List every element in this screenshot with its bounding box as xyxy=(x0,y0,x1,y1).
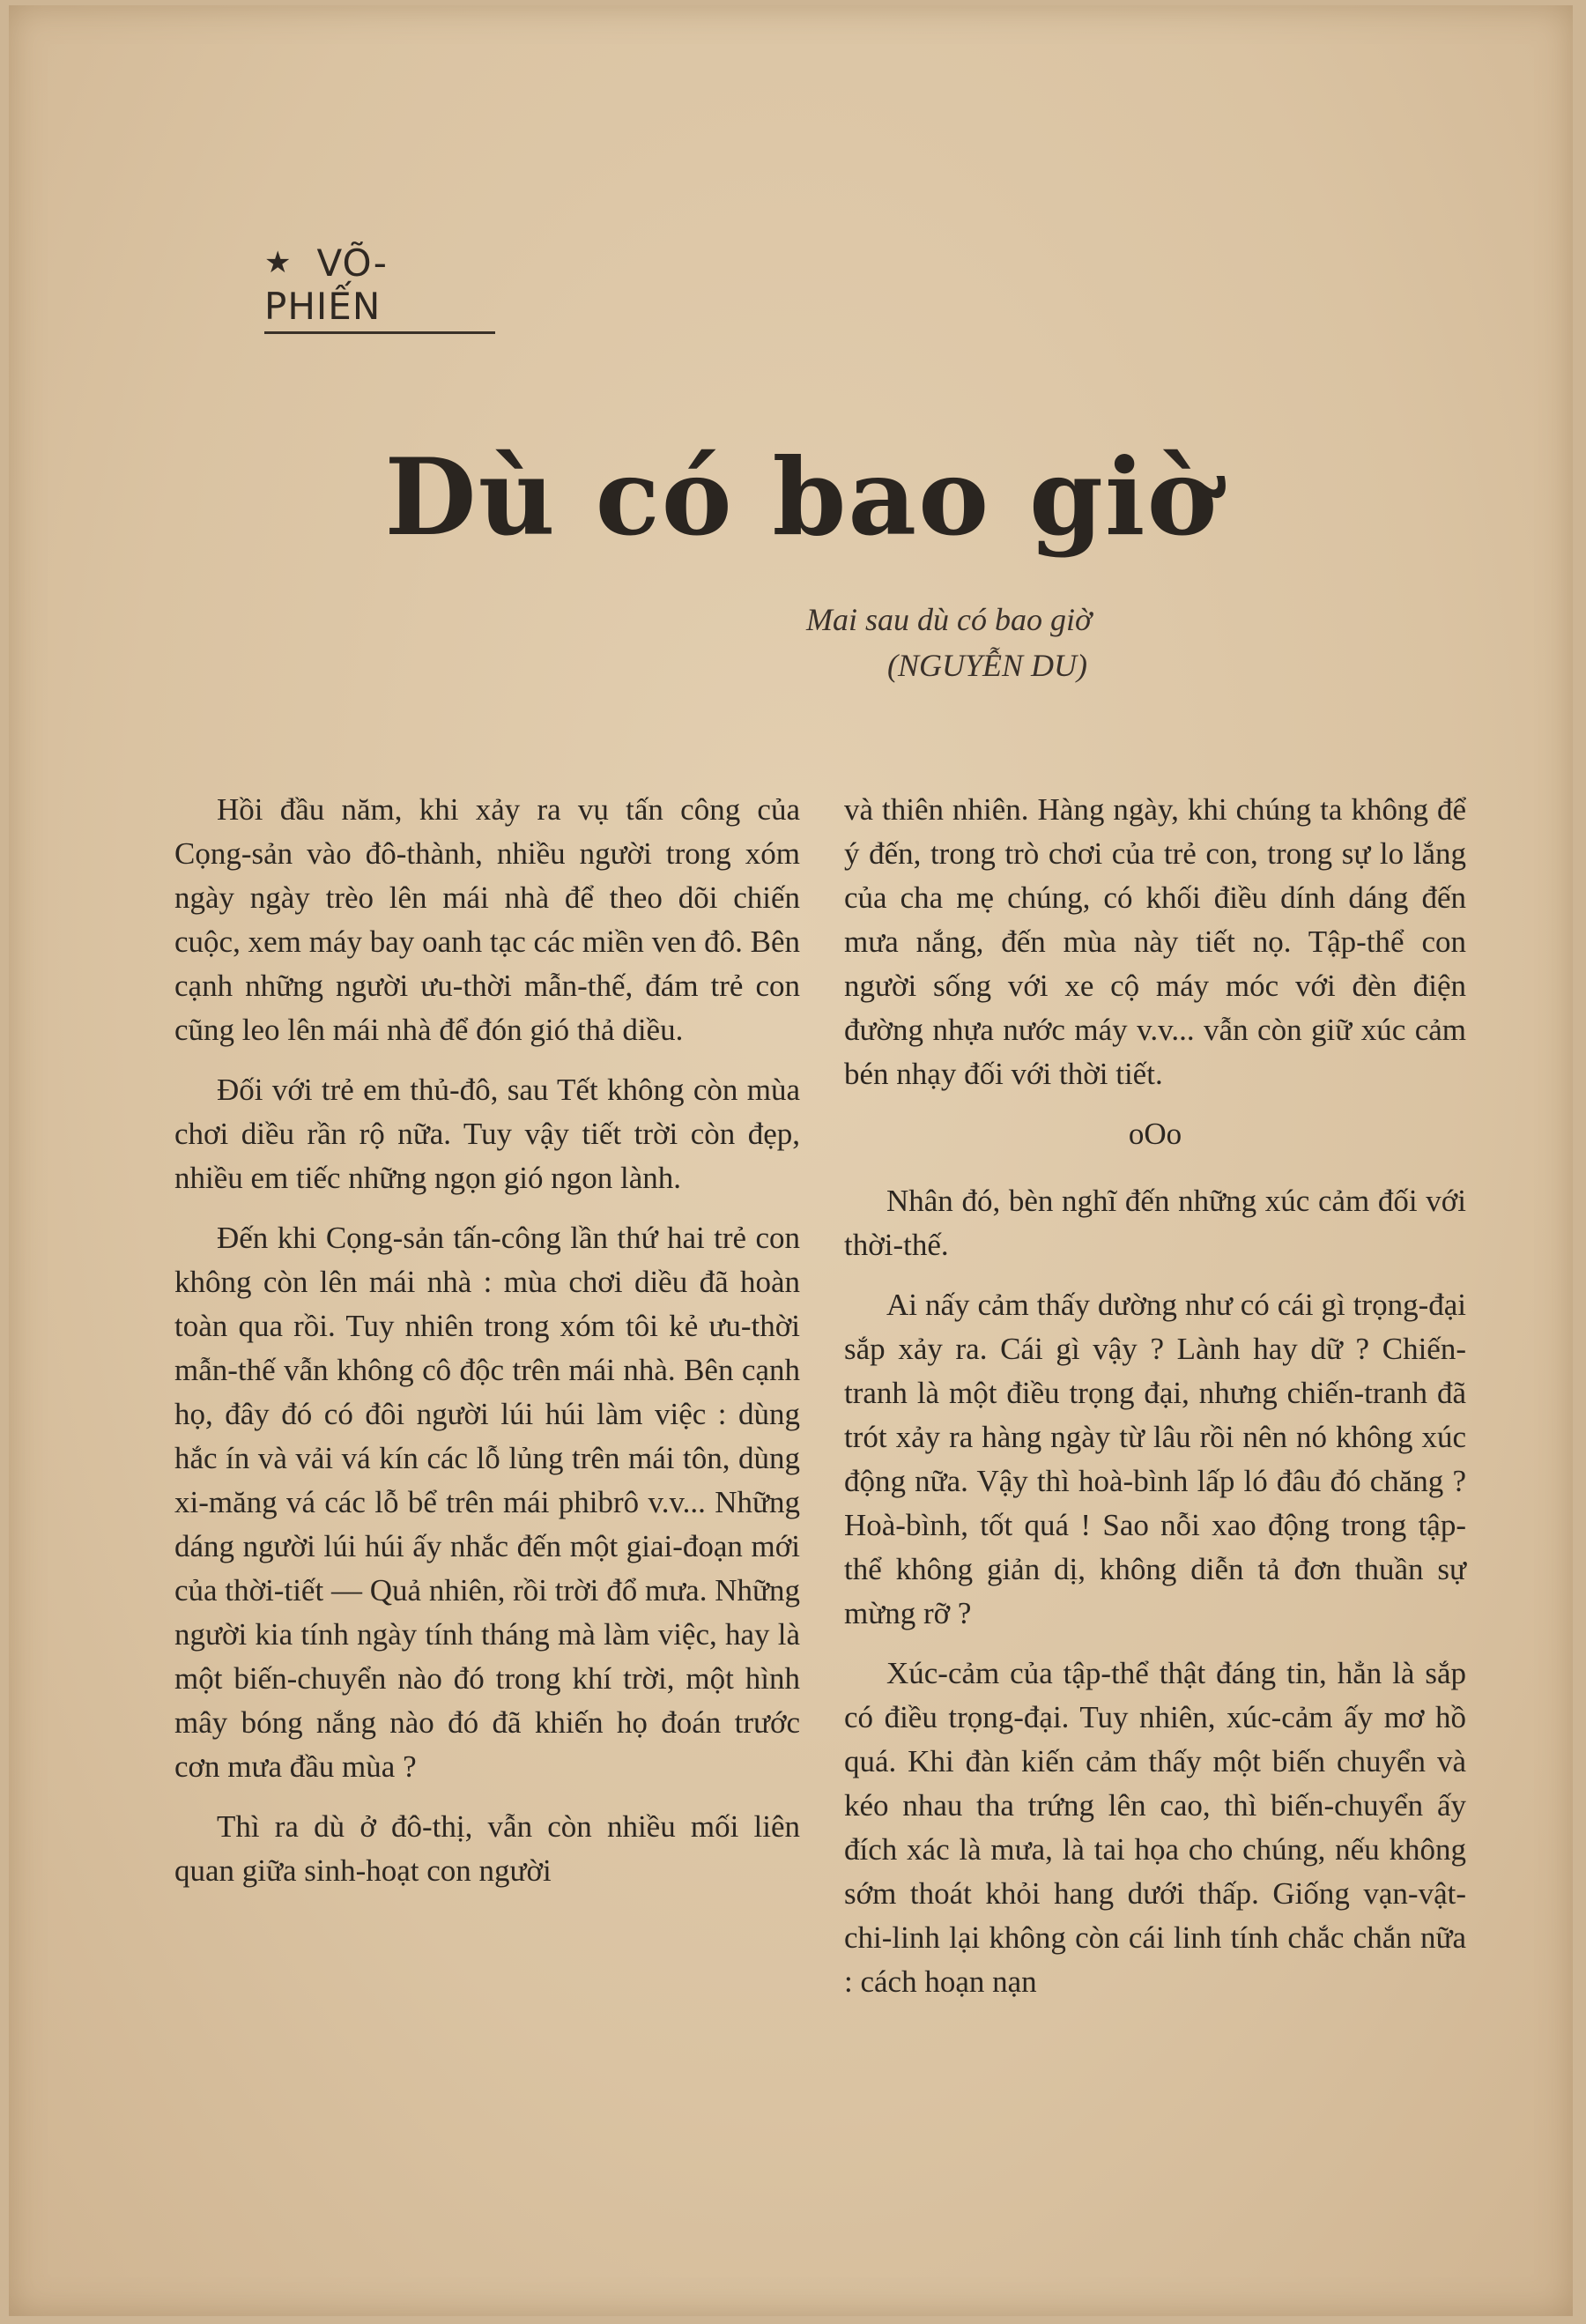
paragraph: Đối với trẻ em thủ-đô, sau Tết không còn mùa chơi diều rần rộ nữa. Tuy vậy tiết trời còn đẹp, nhiều em tiếc những ngọn gió ngon lành. xyxy=(174,1073,800,1195)
author-byline xyxy=(264,241,495,334)
paragraph: Nhân đó, bèn nghĩ đến những xúc cảm đối với thời-thế. xyxy=(844,1184,1466,1262)
article-title: Dù có bao giờ xyxy=(384,435,1219,560)
star-icon: ★ xyxy=(264,245,293,280)
page xyxy=(9,5,1573,2316)
paragraph: Xúc-cảm của tập-thể thật đáng tin, hẳn là sắp có điều trọng-đại. Tuy nhiên, xúc-cảm ấy mơ hồ quá. Khi đàn kiến cảm thấy một biến chuyển và kéo nhau tha trứng lên cao, thì biến-chuyển ấy đích xác là mưa, là tai họa cho chúng, nếu không sớm thoát khỏi hang dưới thấp. Giống vạn-vật-chi-linh lại không còn cái linh tính chắc chắn nữa : cách hoạn nạn xyxy=(844,1656,1466,1999)
left-column xyxy=(174,788,800,1909)
epigraph xyxy=(806,601,1185,684)
paragraph-continuation: và thiên nhiên. Hàng ngày, khi chúng ta không để ý đến, trong trò chơi của trẻ con, trong sự lo lắng của cha mẹ chúng, có khối điều dính dáng đến mưa nắng, đến mùa này tiết nọ. Tập-thể con người sống với xe cộ máy móc với đèn điện đường nhựa nước máy v.v... vẫn còn giữ xúc cảm bén nhạy đối với thời tiết. xyxy=(844,792,1466,1091)
paragraph: Ai nấy cảm thấy dường như có cái gì trọng-đại sắp xảy ra. Cái gì vậy ? Lành hay dữ ? Chiến-tranh là một điều trọng đại, nhưng chiến-tranh đã trót xảy ra hàng ngày từ lâu rồi nên nó không xúc động nữa. Vậy thì hoà-bình lấp ló đâu đó chăng ? Hoà-bình, tốt quá ! Sao nỗi xao động trong tập-thể không giản dị, không diễn tả đơn thuần sự mừng rỡ ? xyxy=(844,1288,1466,1630)
right-column xyxy=(844,788,1466,2020)
paragraph: Đến khi Cọng-sản tấn-công lần thứ hai trẻ con không còn lên mái nhà : mùa chơi diều đã hoàn toàn qua rồi. Tuy nhiên trong xóm tôi kẻ ưu-thời mẫn-thế vẫn không cô độc trên mái nhà. Bên cạnh họ, đây đó có đôi người lúi húi làm việc : dùng hắc ín và vải vá kín các lỗ lủng trên mái tôn, dùng xi-măng vá các lỗ bể trên mái phibrô v.v... Những dáng người lúi húi ấy nhắc đến một giai-đoạn mới của thời-tiết — Quả nhiên, rồi trời đổ mưa. Những người kia tính ngày tính tháng mà làm việc, hay là một biến-chuyển nào đó trong khí trời, một hình mây bóng nắng nào đó đã khiến họ đoán trước cơn mưa đầu mùa ? xyxy=(174,1221,800,1784)
epigraph-quote: Mai sau dù có bao giờ xyxy=(806,602,1093,637)
section-separator: oOo xyxy=(1128,1117,1182,1151)
paragraph: Thì ra dù ở đô-thị, vẫn còn nhiều mối liên quan giữa sinh-hoạt con người xyxy=(174,1809,800,1888)
author-name: VÕ-PHIẾN xyxy=(264,241,388,328)
paragraph: Hồi đầu năm, khi xảy ra vụ tấn công của Cọng-sản vào đô-thành, nhiều người trong xóm ngày ngày trèo lên mái nhà để theo dõi chiến cuộc, xem máy bay oanh tạc các miền ven đô. Bên cạnh những người ưu-thời mẫn-thế, đám trẻ con cũng leo lên mái nhà để đón gió thả diều. xyxy=(174,792,800,1047)
epigraph-source: (NGUYỄN DU) xyxy=(887,648,1088,683)
